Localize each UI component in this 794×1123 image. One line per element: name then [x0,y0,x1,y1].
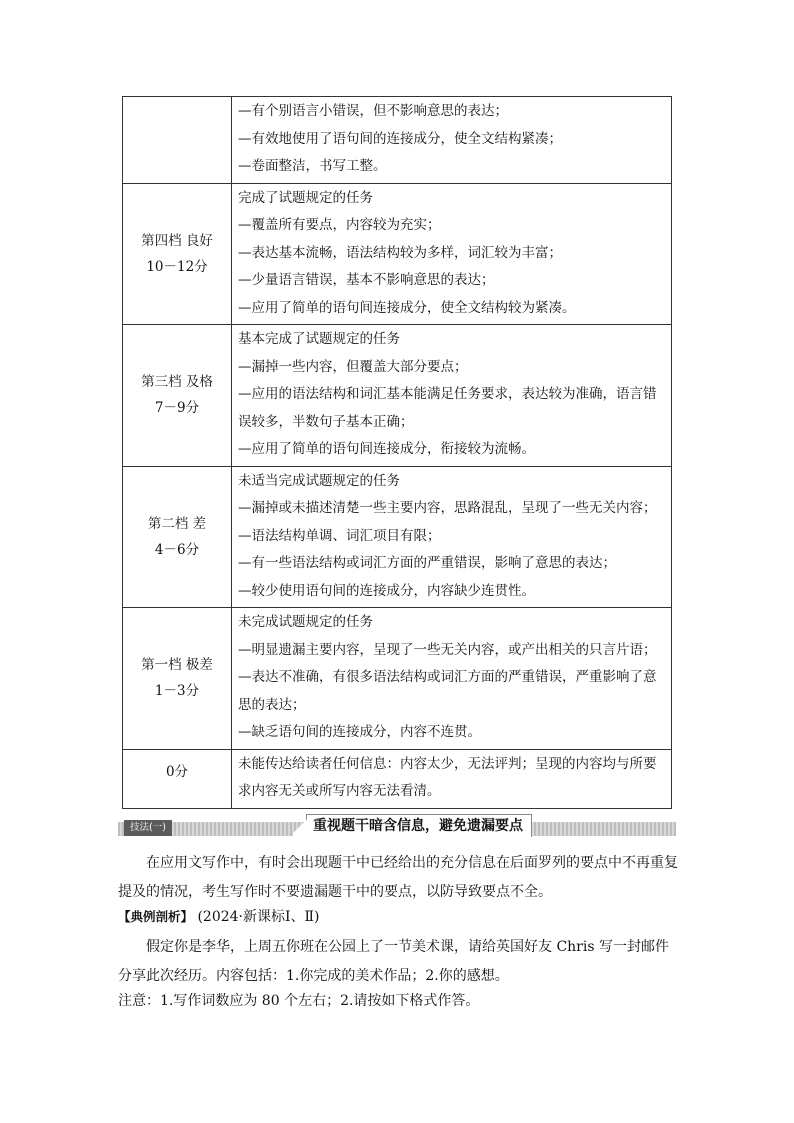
criteria-cell [232,608,672,750]
technique-tag: 技法(一) [124,820,172,836]
level-cell [123,608,232,750]
criteria-line: —表达基本流畅，语法结构较为多样，词汇较为丰富； [238,244,562,261]
level-name: 第三档 及格 [141,374,213,391]
scoring-rubric-table [122,96,672,809]
rubric-row-level-4 [123,183,672,325]
technique-section-header [118,814,676,836]
level-cell [123,183,232,325]
criteria-line: 未能传达给读者任何信息：内容太少，无法评判；呈现的内容均与所要求内容无关或所写内容无法看清。 [238,755,657,799]
level-cell [123,466,232,608]
intro-paragraph: 在应用文写作中，有时会出现题干中已经给出的充分信息在后面罗列的要点中不再重复提及的情况，考生写作时不要遗漏题干中的要点，以防导致要点不全。 [118,855,678,900]
criteria-cell [232,749,672,808]
criteria-line: 完成了试题规定的任务 [238,189,373,206]
level-cell [123,97,232,184]
example-source: (2024·新课标Ⅰ、Ⅱ) [197,909,320,925]
criteria-line: —应用了简单的语句间连接成分，使全文结构较为紧凑。 [238,299,576,316]
level-name: 第一档 极差 [141,657,213,674]
criteria-cell [232,183,672,325]
level-score: 7－9分 [154,400,200,417]
rubric-row-level-1 [123,608,672,750]
criteria-line: —漏掉一些内容，但覆盖大部分要点； [238,358,468,375]
criteria-cell [232,97,672,184]
criteria-cell [232,466,672,608]
rubric-row-continued [123,97,672,184]
criteria-line: —应用了简单的语句间连接成分，衔接较为流畅。 [238,441,535,457]
rubric-row-zero [123,749,672,808]
criteria-line: 未适当完成试题规定的任务 [238,472,400,489]
rubric-row-level-2 [123,466,672,608]
level-score: 10－12分 [146,258,208,275]
criteria-line: —缺乏语句间的连接成分，内容不连贯。 [238,724,481,740]
level-cell [123,749,232,808]
criteria-line: —少量语言错误，基本不影响意思的表达； [238,272,495,288]
example-label: 【典例剖析】 [118,909,194,924]
criteria-line: —卷面整洁，书写工整。 [238,158,387,174]
criteria-line: —明显遗漏主要内容，呈现了一些无关内容，或产出相关的只言片语； [238,641,657,658]
rubric-row-level-3 [123,325,672,467]
criteria-cell [232,325,672,467]
criteria-line: —表达不准确，有很多语法结构或词汇方面的严重错误，严重影响了意思的表达； [238,669,657,713]
level-score: 1－3分 [154,683,200,700]
criteria-line: —有效地使用了语句间的连接成分，使全文结构紧凑； [238,130,562,147]
example-heading [118,903,678,932]
criteria-line: —有一些语法结构或词汇方面的严重错误，影响了意思的表达； [238,555,616,571]
criteria-line: 基本完成了试题规定的任务 [238,331,400,347]
notes-paragraph: 注意：1.写作词数应为 80 个左右；2.请按如下格式作答。 [118,993,480,1009]
criteria-line: —应用的语法结构和词汇基本能满足任务要求，表达较为准确，语言错误较多，半数句子基本正确； [238,386,657,430]
level-score: 4－6分 [154,541,200,558]
criteria-line: —漏掉或未描述清楚一些主要内容，思路混乱，呈现了一些无关内容； [238,500,657,516]
level-name: 0分 [165,763,189,780]
criteria-line: —较少使用语句间的连接成分，内容缺少连贯性。 [238,582,535,599]
criteria-line: —有个别语言小错误，但不影响意思的表达； [238,103,508,119]
criteria-line: —覆盖所有要点，内容较为充实； [238,217,441,233]
task-paragraph: 假定你是李华，上周五你班在公园上了一节美术课，请给英国好友 Chris 写一封邮件分享此次经历。内容包括：1.你完成的美术作品；2.你的感想。 [118,939,669,984]
level-cell [123,325,232,467]
criteria-line: —语法结构单调、词汇项目有限； [238,527,441,544]
section-title: 重视题干暗含信息，避免遗漏要点 [306,814,532,837]
criteria-line: 未完成试题规定的任务 [238,614,373,630]
level-name: 第二档 差 [147,515,207,532]
level-name: 第四档 良好 [141,232,213,249]
